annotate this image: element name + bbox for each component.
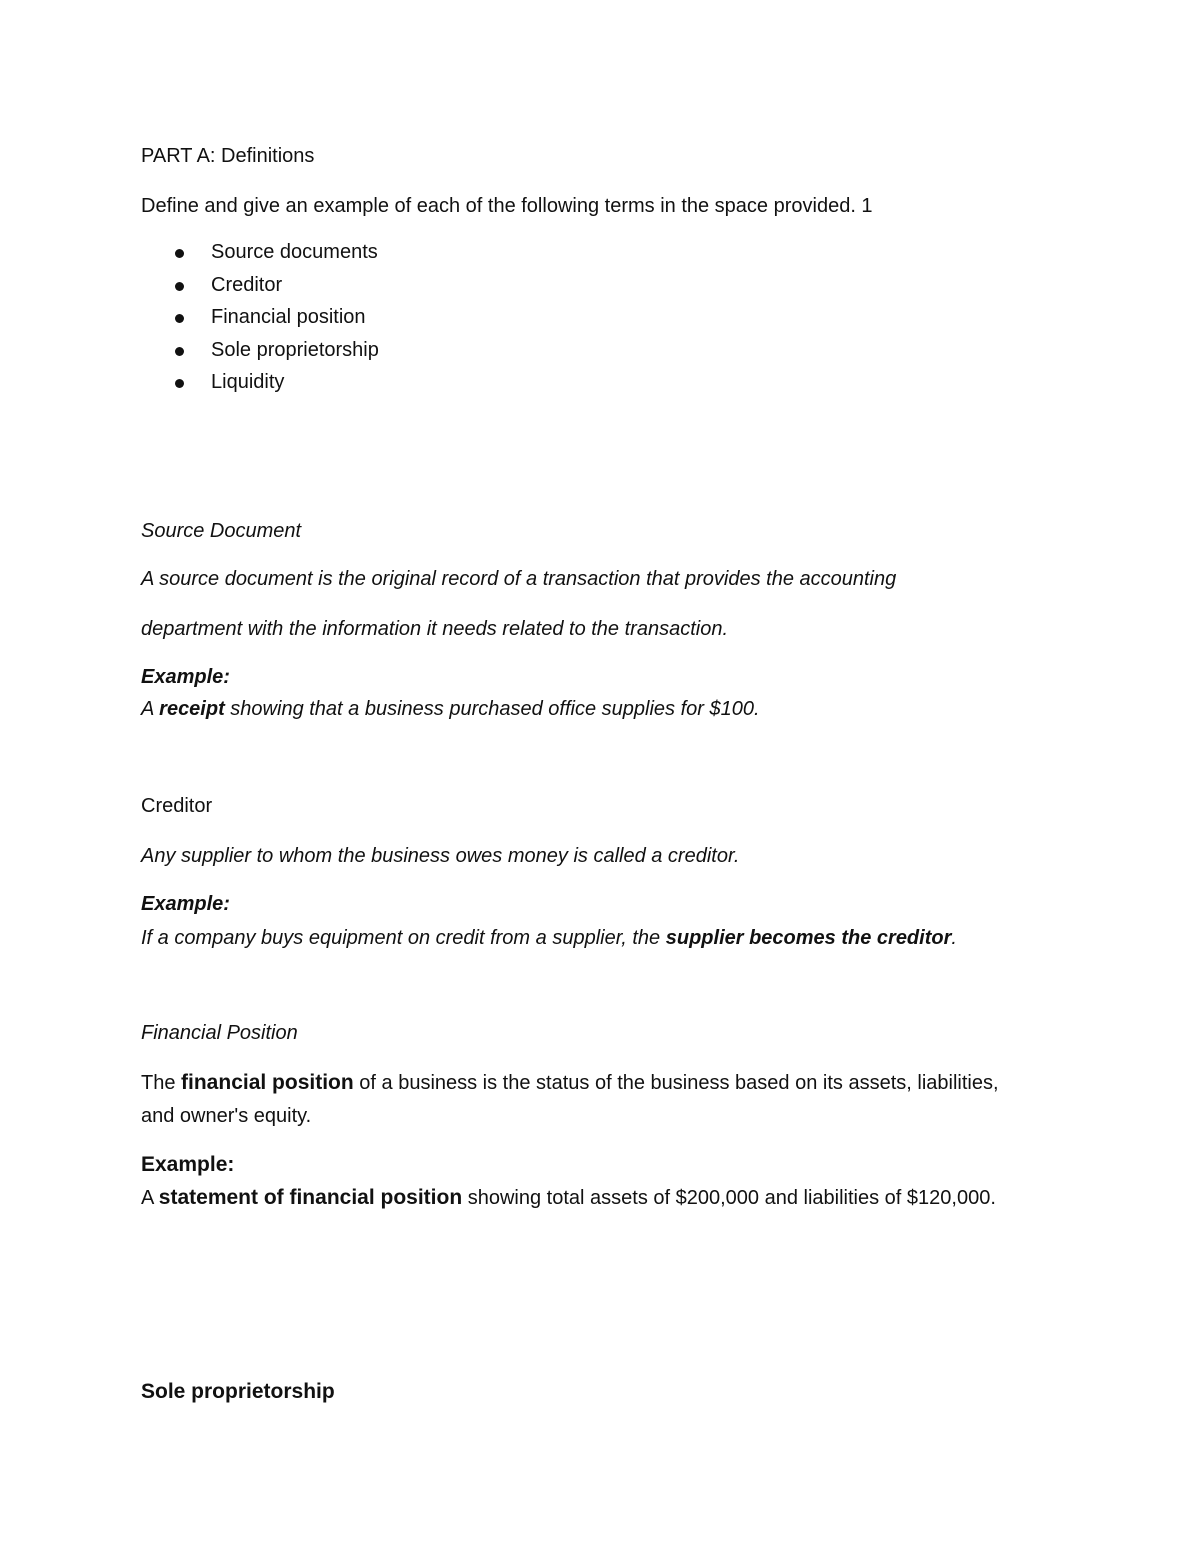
financial-position-definition-line2: and owner's equity. bbox=[141, 1105, 312, 1127]
definition-text: The bbox=[141, 1072, 182, 1094]
example-text: . bbox=[951, 927, 957, 949]
creditor-title: Creditor bbox=[141, 795, 213, 817]
term-label: Sole proprietorship bbox=[211, 338, 379, 361]
sole-proprietorship-title: Sole proprietorship bbox=[141, 1380, 335, 1403]
bullet-icon bbox=[175, 314, 184, 323]
financial-position-title: Financial Position bbox=[141, 1022, 298, 1044]
financial-position-example bbox=[141, 1185, 996, 1210]
example-text: A bbox=[141, 698, 160, 720]
example-emphasis: receipt bbox=[159, 698, 225, 720]
creditor-definition: Any supplier to whom the business owes money is called a creditor. bbox=[141, 845, 740, 867]
source-document-definition-line2: department with the information it needs related to the transaction. bbox=[141, 618, 729, 640]
source-document-example bbox=[141, 697, 760, 721]
bullet-icon bbox=[175, 249, 184, 258]
bullet-icon bbox=[175, 282, 184, 291]
part-a-instruction: Define and give an example of each of the following terms in the space provided. 1 bbox=[141, 195, 873, 217]
source-document-example-label: Example: bbox=[141, 666, 230, 688]
source-document-title: Source Document bbox=[141, 520, 302, 542]
example-text: If a company buys equipment on credit from a supplier, the bbox=[141, 927, 666, 949]
bullet-icon bbox=[175, 347, 184, 356]
example-text: showing total assets of $200,000 and liabilities of $120,000. bbox=[462, 1187, 996, 1209]
term-label: Source documents bbox=[211, 241, 378, 263]
bullet-icon bbox=[175, 379, 184, 388]
term-label: Creditor bbox=[211, 273, 283, 296]
creditor-example-label: Example: bbox=[141, 893, 230, 915]
term-label: Liquidity bbox=[211, 371, 285, 393]
creditor-example bbox=[141, 926, 957, 950]
financial-position-definition bbox=[141, 1070, 999, 1095]
example-emphasis: supplier becomes the creditor bbox=[665, 927, 952, 949]
example-text: A bbox=[141, 1187, 159, 1209]
financial-position-example-label: Example: bbox=[141, 1153, 235, 1176]
term-label: Financial position bbox=[211, 306, 366, 328]
source-document-definition-line1: A source document is the original record of a transaction that provides the accounting bbox=[141, 568, 897, 590]
definition-text: of a business is the status of the business based on its assets, liabilities, bbox=[353, 1072, 999, 1094]
example-emphasis: statement of financial position bbox=[158, 1186, 463, 1209]
definition-emphasis: financial position bbox=[181, 1071, 354, 1094]
example-text: showing that a business purchased office supplies for $100. bbox=[224, 698, 760, 720]
part-a-heading: PART A: Definitions bbox=[141, 145, 315, 167]
